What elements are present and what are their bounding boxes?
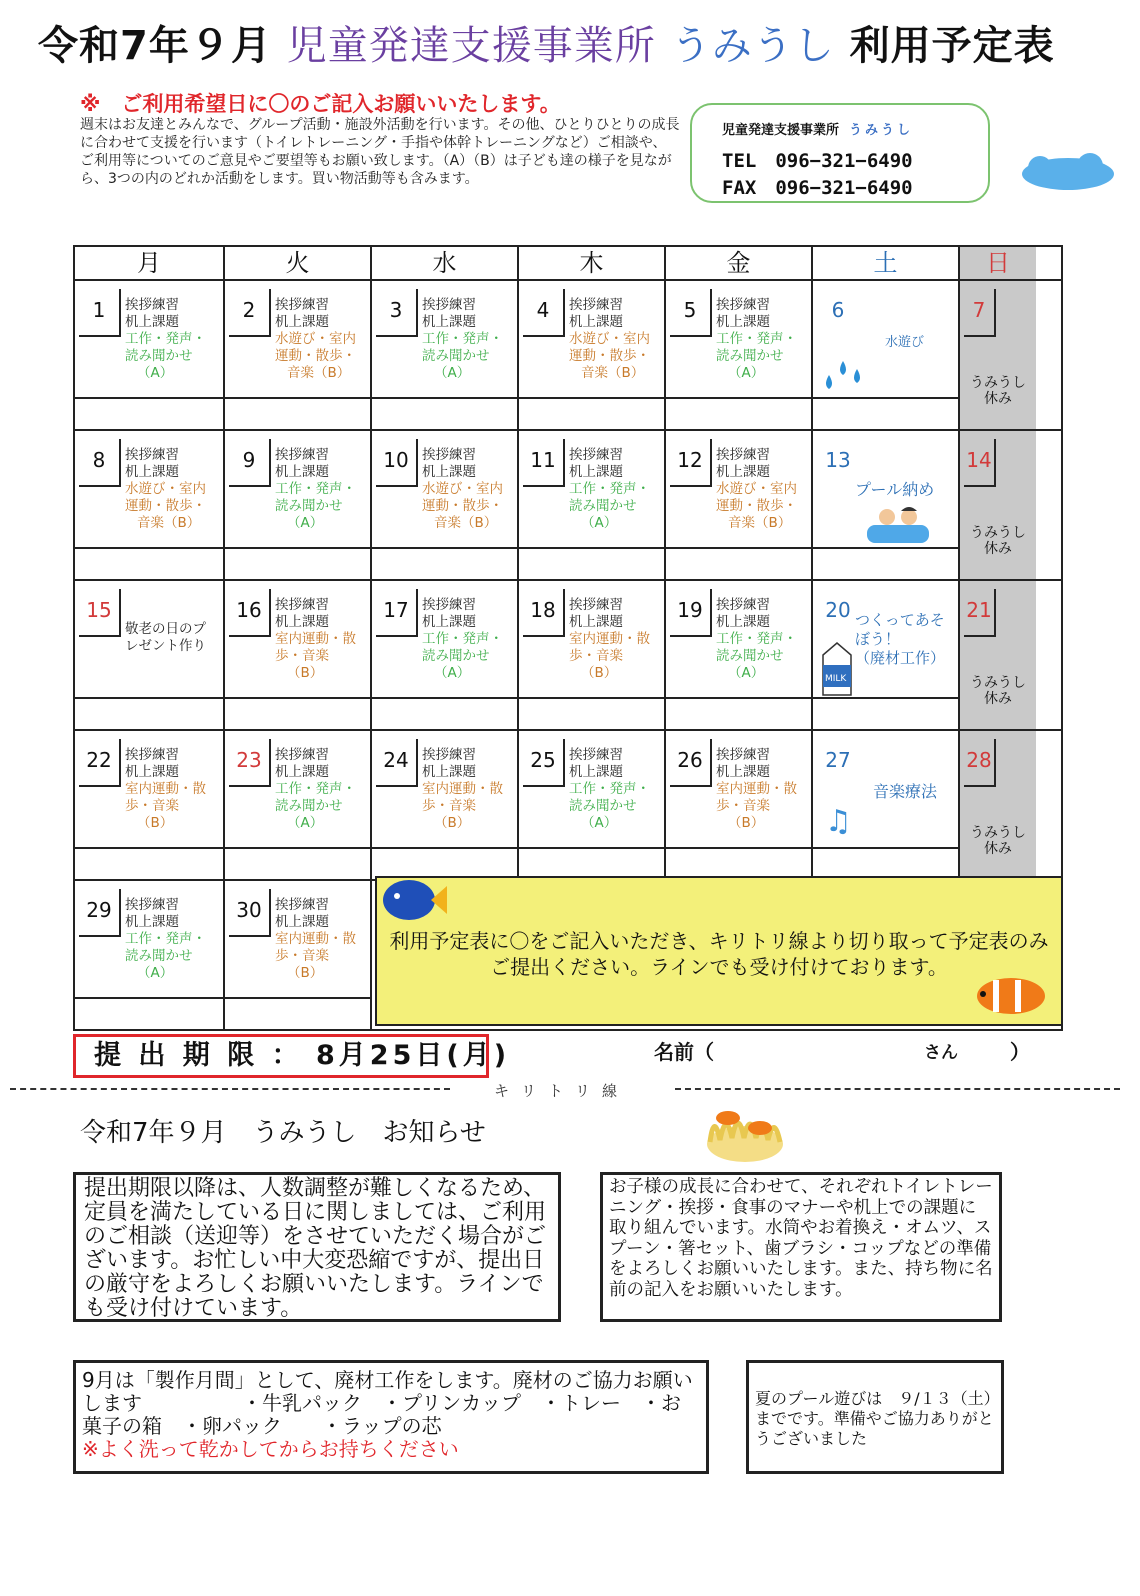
schedule-line: 工作・発声・ xyxy=(569,481,650,497)
intro-text: 週末はお友達とみんなで、グループ活動・施設外活動を行います。その他、ひとりひとりの成長に合わせて支援を行います（トイレトレーニング・手指や体幹トレーニングなど）ご相談や、ご利用等についてのご意見やご要望等もお願い致します。（A）（B）は子ども達の様子を見ながら、3つの内のどれか活動をします。買い物活動等も含みます。 xyxy=(80,117,680,187)
schedule-line: 机上課題 xyxy=(422,764,476,780)
day-schedule xyxy=(422,747,503,832)
day-content xyxy=(960,281,1036,427)
day-number: 18 xyxy=(523,589,565,637)
day-number: 26 xyxy=(670,739,712,787)
music-notes-icon xyxy=(823,795,873,845)
schedule-line: 机上課題 xyxy=(422,614,476,630)
schedule-line: （A） xyxy=(287,515,324,531)
day-content xyxy=(372,281,517,399)
day-number: 30 xyxy=(229,889,271,937)
day-content xyxy=(960,431,1036,577)
svg-text:MILK: MILK xyxy=(825,674,847,684)
day-number: 21 xyxy=(964,589,996,637)
closed-line: 休み xyxy=(984,841,1012,857)
schedule-line: 挨拶練習 xyxy=(569,597,623,613)
schedule-line: 歩・音楽 xyxy=(716,798,770,814)
schedule-line: 歩・音楽 xyxy=(275,648,329,664)
day-content xyxy=(519,581,664,699)
svg-text:♫: ♫ xyxy=(825,804,852,839)
schedule-line: 挨拶練習 xyxy=(125,447,179,463)
day-content xyxy=(813,431,958,549)
title-suffix: 利用予定表 xyxy=(849,23,1055,69)
day-cell-12[interactable] xyxy=(666,431,813,579)
day-schedule xyxy=(569,297,650,382)
title-name: うみうし xyxy=(670,23,835,69)
schedule-line: （B） xyxy=(287,665,324,681)
schedule-line: 運動・散歩・ xyxy=(716,498,797,514)
notice-belongings-box: お子様の成長に合わせて、それぞれトイレトレーニング・挨拶・食事のマナーや机上での課題に取り組んでいます。水筒やお着換え・オムツ、スプーン・箸セット、歯ブラシ・コップなどの準備をよろしくお願いいたします。また、持ち物に名前の記入をお願いいたします。 xyxy=(600,1172,1002,1322)
saturday-event xyxy=(855,611,945,668)
schedule-line: 机上課題 xyxy=(716,464,770,480)
day-cell-16[interactable] xyxy=(225,581,372,729)
day-cell-23[interactable] xyxy=(225,731,372,879)
schedule-line: 読み聞かせ xyxy=(569,498,637,514)
day-cell-10[interactable] xyxy=(372,431,519,579)
contact-name xyxy=(722,119,988,138)
milk-carton-icon xyxy=(817,641,857,699)
cut-dash-right xyxy=(675,1088,1120,1090)
weekday-fri: 金 xyxy=(666,247,813,279)
schedule-line: 水遊び・室内 xyxy=(275,331,356,347)
day-content xyxy=(75,731,223,849)
schedule-line: 挨拶練習 xyxy=(275,597,329,613)
schedule-line: 読み聞かせ xyxy=(716,348,784,364)
day-cell-2[interactable] xyxy=(225,281,372,429)
day-number: 4 xyxy=(523,289,565,337)
notice-deadline-box: 提出期限以降は、人数調整が難しくなるため、定員を満たしている日に関しましては、ご利用のご相談（送迎等）をさせていただく場合がございます。お忙しい中大変恐縮ですが、提出日の厳守をよろしくお願いいたします。ラインでも受け付けています。 xyxy=(73,1172,561,1322)
day-number: 6 xyxy=(831,298,845,322)
weekday-tue: 火 xyxy=(225,247,372,279)
schedule-line: （A） xyxy=(728,365,765,381)
day-schedule xyxy=(125,621,206,655)
day-number: 1 xyxy=(79,289,121,337)
day-content xyxy=(225,431,370,549)
day-cell-19[interactable] xyxy=(666,581,813,729)
closed-label xyxy=(966,825,1030,857)
schedule-line: 読み聞かせ xyxy=(422,348,490,364)
day-schedule xyxy=(125,447,206,532)
closed-line: 休み xyxy=(984,391,1012,407)
day-number: 8 xyxy=(79,439,121,487)
schedule-line: 水遊び・室内 xyxy=(716,481,797,497)
schedule-line: 水遊び・室内 xyxy=(125,481,206,497)
schedule-line: 挨拶練習 xyxy=(275,447,329,463)
weekday-sat: 土 xyxy=(813,247,960,279)
schedule-line: 水遊び・室内 xyxy=(422,481,503,497)
schedule-line: （A） xyxy=(287,815,324,831)
weekday-header xyxy=(73,245,1063,281)
day-number: 24 xyxy=(376,739,418,787)
schedule-line: 読み聞かせ xyxy=(125,348,193,364)
name-label: 名前（ xyxy=(654,1040,714,1064)
day-cell-14[interactable] xyxy=(960,431,1036,579)
page-title xyxy=(38,18,1108,74)
weekday-thu: 木 xyxy=(519,247,666,279)
schedule-line: （A） xyxy=(137,965,174,981)
day-content xyxy=(813,731,958,849)
blue-fish-icon xyxy=(377,874,449,934)
calendar-week-1 xyxy=(73,281,1063,431)
day-content xyxy=(225,581,370,699)
day-cell-20[interactable] xyxy=(813,581,960,729)
day-schedule xyxy=(716,447,797,532)
schedule-line: 挨拶練習 xyxy=(125,297,179,313)
contact-accent: うみうし xyxy=(849,123,914,138)
day-schedule xyxy=(422,447,503,532)
water-drops-icon xyxy=(819,345,869,395)
event-line: 音楽療法 xyxy=(873,782,938,801)
title-facility: 児童発達支援事業所 xyxy=(286,23,656,69)
day-number: 23 xyxy=(229,739,271,787)
schedule-line: 挨拶練習 xyxy=(275,897,329,913)
day-number: 5 xyxy=(670,289,712,337)
closed-label xyxy=(966,525,1030,557)
day-number: 28 xyxy=(964,739,996,787)
schedule-line: 運動・散歩・ xyxy=(125,498,206,514)
day-number: 19 xyxy=(670,589,712,637)
day-number: 2 xyxy=(229,289,271,337)
schedule-line: 挨拶練習 xyxy=(275,747,329,763)
day-cell-29[interactable] xyxy=(75,881,225,1029)
schedule-line: 机上課題 xyxy=(716,764,770,780)
schedule-line: 歩・音楽 xyxy=(422,798,476,814)
day-content xyxy=(813,581,958,699)
notice-pool-box: 夏のプール遊びは ９/１３（土）までです。準備やご協力ありがとうございました xyxy=(746,1360,1004,1474)
day-cell-6[interactable] xyxy=(813,281,960,429)
day-content xyxy=(75,581,223,699)
event-line: 水遊び xyxy=(885,335,925,350)
schedule-line: （A） xyxy=(137,365,174,381)
day-content xyxy=(960,731,1036,877)
day-number: 15 xyxy=(79,589,121,637)
day-cell-18[interactable] xyxy=(519,581,666,729)
name-suffix: さん xyxy=(924,1043,958,1063)
schedule-line: 机上課題 xyxy=(422,314,476,330)
schedule-line: （A） xyxy=(434,365,471,381)
schedule-line: 挨拶練習 xyxy=(569,747,623,763)
day-content xyxy=(519,431,664,549)
schedule-line: 工作・発声・ xyxy=(125,931,206,947)
day-schedule xyxy=(125,897,206,982)
schedule-line: 机上課題 xyxy=(125,464,179,480)
schedule-line: （B） xyxy=(728,815,765,831)
event-line: （廃材工作） xyxy=(855,649,946,667)
schedule-line: 室内運動・散 xyxy=(275,631,356,647)
schedule-line: 机上課題 xyxy=(275,914,329,930)
schedule-line: 室内運動・散 xyxy=(716,781,797,797)
schedule-line: 音楽（B） xyxy=(434,515,498,531)
cut-line xyxy=(10,1082,1130,1102)
submit-note: 利用予定表に〇をご記入いただき、キリトリ線より切り取って予定表のみご提出ください。ラインでも受け付けております。 xyxy=(389,929,1049,979)
schedule-line: 工作・発声・ xyxy=(716,631,797,647)
schedule-line: 室内運動・散 xyxy=(422,781,503,797)
schedule-line: （A） xyxy=(581,815,618,831)
schedule-line: （B） xyxy=(434,815,471,831)
schedule-line: 挨拶練習 xyxy=(716,747,770,763)
schedule-line: 挨拶練習 xyxy=(569,447,623,463)
schedule-line: 運動・散歩・ xyxy=(569,348,650,364)
day-content xyxy=(666,731,811,849)
day-cell-22[interactable] xyxy=(75,731,225,879)
closed-line: うみうし xyxy=(970,525,1026,541)
day-number: 20 xyxy=(825,598,851,622)
water-puddle-icon xyxy=(1018,150,1118,196)
schedule-line: 敬老の日のプ xyxy=(125,621,206,637)
day-number: 14 xyxy=(964,439,996,487)
schedule-line: 水遊び・室内 xyxy=(569,331,650,347)
cut-dash-left xyxy=(10,1088,450,1090)
day-number: 11 xyxy=(523,439,565,487)
day-schedule xyxy=(125,297,206,382)
day-content xyxy=(75,281,223,399)
day-content xyxy=(960,581,1036,727)
day-schedule xyxy=(275,747,356,832)
schedule-line: 工作・発声・ xyxy=(422,331,503,347)
schedule-line: 挨拶練習 xyxy=(422,447,476,463)
schedule-line: 歩・音楽 xyxy=(275,948,329,964)
day-content xyxy=(75,881,223,999)
weekday-wed: 水 xyxy=(372,247,519,279)
clownfish-icon xyxy=(969,972,1053,1020)
day-number: 9 xyxy=(229,439,271,487)
schedule-line: 読み聞かせ xyxy=(275,798,343,814)
schedule-line: 室内運動・散 xyxy=(275,931,356,947)
day-schedule xyxy=(569,447,650,532)
schedule-line: （B） xyxy=(287,965,324,981)
schedule-line: 音楽（B） xyxy=(728,515,792,531)
schedule-line: 机上課題 xyxy=(275,764,329,780)
craft-text: 9月は「製作月間」として、廃材工作をします。廃材のご協力お願いします ・牛乳パック ・プリンカップ ・トレー ・お菓子の箱 ・卵パック ・ラップの芯 xyxy=(82,1368,693,1438)
notice-title: 令和7年９月 うみうし お知らせ xyxy=(80,1118,486,1148)
schedule-line: （A） xyxy=(728,665,765,681)
schedule-line: 読み聞かせ xyxy=(125,948,193,964)
day-number: 3 xyxy=(376,289,418,337)
pool-kids-icon xyxy=(863,497,933,547)
day-content xyxy=(666,281,811,399)
closed-line: うみうし xyxy=(970,375,1026,391)
event-line: ぼう！ xyxy=(855,630,901,648)
schedule-line: 机上課題 xyxy=(569,464,623,480)
schedule-line: 読み聞かせ xyxy=(716,648,784,664)
schedule-line: 運動・散歩・ xyxy=(275,348,356,364)
event-line: つくってあそ xyxy=(855,611,945,629)
name-field[interactable] xyxy=(654,1036,1054,1065)
day-schedule xyxy=(275,447,356,532)
schedule-line: （A） xyxy=(581,515,618,531)
day-number: 10 xyxy=(376,439,418,487)
schedule-line: レゼント作り xyxy=(125,638,206,654)
submit-note-box xyxy=(375,876,1063,1026)
schedule-line: 机上課題 xyxy=(569,614,623,630)
schedule-line: 挨拶練習 xyxy=(569,297,623,313)
contact-bubble xyxy=(690,103,990,203)
saturday-event xyxy=(873,779,937,802)
schedule-line: 読み聞かせ xyxy=(569,798,637,814)
day-cell-15[interactable] xyxy=(75,581,225,729)
day-number: 22 xyxy=(79,739,121,787)
schedule-line: 机上課題 xyxy=(422,464,476,480)
fax-number: FAX 096−321−6490 xyxy=(722,177,913,199)
calendar-week-2 xyxy=(73,431,1063,581)
schedule-line: 机上課題 xyxy=(125,314,179,330)
anemone-clownfish-icon xyxy=(700,1092,790,1164)
schedule-line: 机上課題 xyxy=(716,314,770,330)
schedule-line: 音楽（B） xyxy=(137,515,201,531)
schedule-line: 工作・発声・ xyxy=(569,781,650,797)
day-cell-11[interactable] xyxy=(519,431,666,579)
day-number: 13 xyxy=(825,448,851,472)
calendar-week-4 xyxy=(73,731,1063,881)
schedule-line: 机上課題 xyxy=(275,614,329,630)
day-number: 7 xyxy=(964,289,996,337)
name-close: ） xyxy=(1010,1040,1030,1064)
schedule-line: 工作・発声・ xyxy=(716,331,797,347)
cut-label: キリトリ線 xyxy=(494,1082,630,1100)
day-content xyxy=(225,881,370,999)
day-cell-30[interactable] xyxy=(225,881,372,1029)
day-content xyxy=(372,431,517,549)
day-content xyxy=(75,431,223,549)
day-schedule xyxy=(125,747,206,832)
day-cell-28[interactable] xyxy=(960,731,1036,879)
schedule-line: 挨拶練習 xyxy=(716,297,770,313)
schedule-line: 挨拶練習 xyxy=(422,297,476,313)
closed-line: うみうし xyxy=(970,825,1026,841)
day-schedule xyxy=(275,897,356,982)
closed-line: うみうし xyxy=(970,675,1026,691)
closed-line: 休み xyxy=(984,691,1012,707)
day-number: 29 xyxy=(79,889,121,937)
schedule-line: 机上課題 xyxy=(569,314,623,330)
schedule-line: 読み聞かせ xyxy=(422,648,490,664)
schedule-line: （B） xyxy=(581,665,618,681)
schedule-line: 室内運動・散 xyxy=(569,631,650,647)
day-number: 25 xyxy=(523,739,565,787)
day-cell-25[interactable] xyxy=(519,731,666,879)
notice-craft-box xyxy=(73,1360,709,1474)
calendar-week-3 xyxy=(73,581,1063,731)
day-cell-17[interactable] xyxy=(372,581,519,729)
contact-facility: 児童発達支援事業所 xyxy=(722,123,840,138)
schedule-line: 挨拶練習 xyxy=(422,597,476,613)
schedule-line: 歩・音楽 xyxy=(569,648,623,664)
day-schedule xyxy=(275,597,356,682)
event-line: プール納め xyxy=(855,480,935,499)
schedule-line: 挨拶練習 xyxy=(716,447,770,463)
day-cell-24[interactable] xyxy=(372,731,519,879)
schedule-line: 机上課題 xyxy=(125,914,179,930)
schedule-line: 音楽（B） xyxy=(581,365,645,381)
day-schedule xyxy=(422,297,503,382)
day-content xyxy=(666,581,811,699)
weekday-sun: 日 xyxy=(960,247,1036,279)
day-schedule xyxy=(275,297,356,382)
schedule-line: 机上課題 xyxy=(569,764,623,780)
closed-line: 休み xyxy=(984,541,1012,557)
schedule-line: 挨拶練習 xyxy=(275,297,329,313)
schedule-line: 室内運動・散 xyxy=(125,781,206,797)
day-schedule xyxy=(569,597,650,682)
deadline-box: 提 出 期 限 ： 8月25日(月) xyxy=(73,1034,489,1078)
craft-warning: ※よく洗って乾かしてからお持ちください xyxy=(82,1437,459,1461)
schedule-line: 読み聞かせ xyxy=(275,498,343,514)
day-schedule xyxy=(716,747,797,832)
title-date: 令和7年９月 xyxy=(38,23,272,69)
saturday-event xyxy=(885,331,924,350)
schedule-line: 挨拶練習 xyxy=(125,747,179,763)
day-schedule xyxy=(716,597,797,682)
day-schedule xyxy=(716,297,797,382)
schedule-line: 挨拶練習 xyxy=(125,897,179,913)
schedule-line: 工作・発声・ xyxy=(275,781,356,797)
day-schedule xyxy=(422,597,503,682)
day-content xyxy=(225,731,370,849)
day-cell-5[interactable] xyxy=(666,281,813,429)
schedule-line: 机上課題 xyxy=(275,314,329,330)
day-content xyxy=(519,731,664,849)
schedule-line: 机上課題 xyxy=(125,764,179,780)
day-cell-7[interactable] xyxy=(960,281,1036,429)
closed-label xyxy=(966,675,1030,707)
schedule-line: 挨拶練習 xyxy=(716,597,770,613)
day-content xyxy=(225,281,370,399)
day-number: 27 xyxy=(825,748,851,772)
day-cell-26[interactable] xyxy=(666,731,813,879)
closed-label xyxy=(966,375,1030,407)
schedule-line: 机上課題 xyxy=(716,614,770,630)
day-cell-3[interactable] xyxy=(372,281,519,429)
day-schedule xyxy=(569,747,650,832)
day-number: 16 xyxy=(229,589,271,637)
tel-number: TEL 096−321−6490 xyxy=(722,150,913,172)
day-cell-27[interactable] xyxy=(813,731,960,879)
day-cell-1[interactable] xyxy=(75,281,225,429)
schedule-line: （B） xyxy=(137,815,174,831)
schedule-line: 工作・発声・ xyxy=(125,331,206,347)
day-cell-13[interactable] xyxy=(813,431,960,579)
request-notice: ※ ご利用希望日に〇のご記入お願いいたします。 xyxy=(80,92,561,116)
schedule-line: 歩・音楽 xyxy=(125,798,179,814)
day-content xyxy=(813,281,958,399)
day-cell-4[interactable] xyxy=(519,281,666,429)
schedule-line: 音楽（B） xyxy=(287,365,351,381)
schedule-line: 工作・発声・ xyxy=(275,481,356,497)
schedule-line: 工作・発声・ xyxy=(422,631,503,647)
day-cell-21[interactable] xyxy=(960,581,1036,729)
day-content xyxy=(519,281,664,399)
weekday-mon: 月 xyxy=(75,247,225,279)
day-number: 17 xyxy=(376,589,418,637)
day-cell-8[interactable] xyxy=(75,431,225,579)
schedule-line: 運動・散歩・ xyxy=(422,498,503,514)
day-content xyxy=(372,581,517,699)
schedule-line: 挨拶練習 xyxy=(422,747,476,763)
day-number: 12 xyxy=(670,439,712,487)
schedule-line: （A） xyxy=(434,665,471,681)
day-content xyxy=(666,431,811,549)
day-content xyxy=(372,731,517,849)
schedule-line: 机上課題 xyxy=(275,464,329,480)
day-cell-9[interactable] xyxy=(225,431,372,579)
